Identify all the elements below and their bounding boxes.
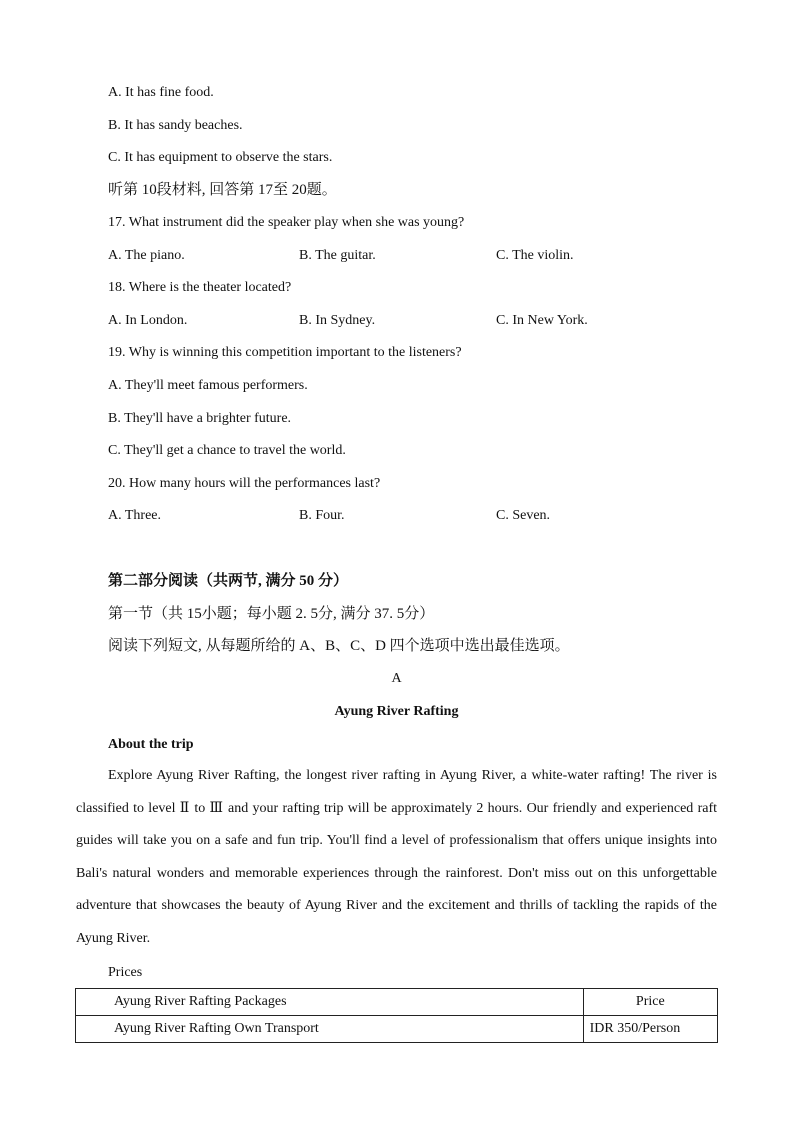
about-heading: About the trip <box>108 737 194 752</box>
prices-label: Prices <box>108 965 143 980</box>
table-row <box>76 1016 718 1043</box>
q20-question: 20. How many hours will the performances last? <box>108 476 381 491</box>
q16-option-a: A. It has fine food. <box>108 85 214 100</box>
q19-option-c: C. They'll get a chance to travel the world. <box>108 443 346 458</box>
q18-option-c: C. In New York. <box>496 313 588 328</box>
about-paragraph: Explore Ayung River Rafting, the longest river rafting in Ayung River, a white-water rafting! The river is classified to level Ⅱ to Ⅲ and your rafting trip will be approximately 2 hours. Our friendly and experienced raft guides will take you on a safe and fun trip. You'll find a level of professionalism that offers unique insights into Bali's natural wonders and memorable experiences through the rainforest. Don't miss out on this unforgettable adventure that showcases the beauty of Ayung River and the excitement and thrills of tackling the rapids of the Ayung River. <box>76 768 717 946</box>
table-cell: IDR 350/Person <box>583 1016 717 1043</box>
q17-question: 17. What instrument did the speaker play when she was young? <box>108 215 465 230</box>
part2-title: 第二部分阅读（共两节, 满分 50 分） <box>108 573 349 589</box>
q17-option-b: B. The guitar. <box>299 248 376 263</box>
q16-option-b: B. It has sandy beaches. <box>108 118 243 133</box>
q19-question: 19. Why is winning this competition important to the listeners? <box>108 345 462 360</box>
passage-title: Ayung River Rafting <box>334 704 459 719</box>
table-header-cell: Price <box>583 989 717 1016</box>
q19-option-b: B. They'll have a brighter future. <box>108 411 292 426</box>
table-header-row <box>76 989 718 1016</box>
part2-instruction: 阅读下列短文, 从每题所给的 A、B、C、D 四个选项中选出最佳选项。 <box>108 638 570 654</box>
q17-option-c: C. The violin. <box>496 248 574 263</box>
q17-option-a: A. The piano. <box>108 248 185 263</box>
table-header-cell: Ayung River Rafting Packages <box>76 989 584 1016</box>
part2-section1: 第一节（共 15小题；每小题 2. 5分, 满分 37. 5分） <box>108 606 435 622</box>
q18-question: 18. Where is the theater located? <box>108 280 292 295</box>
passage-letter: A <box>391 671 402 686</box>
q20-option-b: B. Four. <box>299 508 345 523</box>
q20-option-a: A. Three. <box>108 508 161 523</box>
q16-option-c: C. It has equipment to observe the stars. <box>108 150 333 165</box>
q18-option-a: A. In London. <box>108 313 188 328</box>
q19-option-a: A. They'll meet famous performers. <box>108 378 308 393</box>
table-cell: Ayung River Rafting Own Transport <box>76 1016 584 1043</box>
section10-instruction: 听第 10段材料, 回答第 17至 20题。 <box>108 182 337 198</box>
prices-table <box>75 988 718 1043</box>
q20-option-c: C. Seven. <box>496 508 551 523</box>
q18-option-b: B. In Sydney. <box>299 313 376 328</box>
